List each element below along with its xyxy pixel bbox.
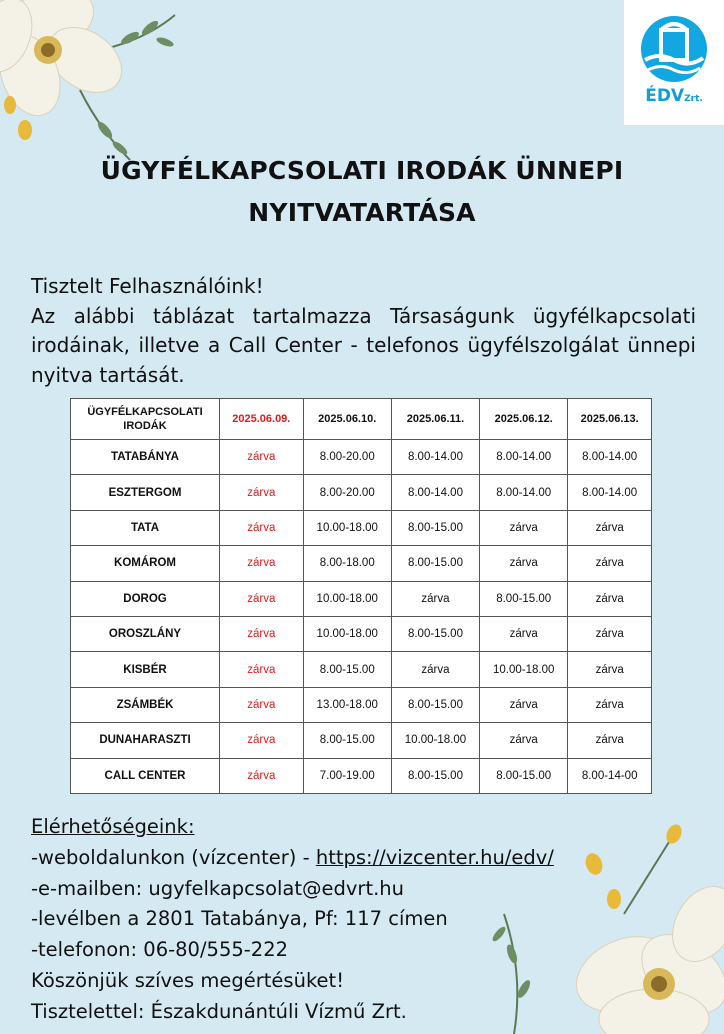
office-name-cell: KOMÁROM (71, 546, 220, 581)
hours-cell: zárva (220, 723, 304, 758)
hours-cell: 8.00-15.00 (303, 723, 391, 758)
hours-cell: 8.00-14.00 (480, 475, 568, 510)
table-row (71, 616, 652, 651)
hours-cell: 8.00-14.00 (480, 440, 568, 475)
header-date: 2025.06.12. (480, 399, 568, 440)
table-row (71, 687, 652, 722)
contact-section (31, 812, 631, 1028)
hours-cell: 8.00-14.00 (391, 475, 479, 510)
hours-cell: zárva (480, 510, 568, 545)
hours-cell: zárva (568, 616, 652, 651)
hours-cell: zárva (391, 581, 479, 616)
hours-cell: zárva (480, 723, 568, 758)
hours-cell: 10.00-18.00 (391, 723, 479, 758)
hours-cell: 8.00-15.00 (391, 510, 479, 545)
hours-cell: 8.00-15.00 (480, 758, 568, 793)
office-name-cell: ZSÁMBÉK (71, 687, 220, 722)
hours-cell: zárva (391, 652, 479, 687)
hours-cell: zárva (568, 510, 652, 545)
office-name-cell: KISBÉR (71, 652, 220, 687)
hours-cell: 8.00-14.00 (568, 440, 652, 475)
title-line-2: NYITVATARTÁSA (248, 198, 476, 227)
intro-text (31, 272, 696, 390)
hours-cell: zárva (568, 687, 652, 722)
hours-cell: 8.00-20.00 (303, 440, 391, 475)
hours-cell: 8.00-15.00 (391, 616, 479, 651)
contact-post: -levélben a 2801 Tatabánya, Pf: 117 címen (31, 907, 448, 931)
hours-cell: zárva (568, 652, 652, 687)
office-name-cell: DUNAHARASZTI (71, 723, 220, 758)
hours-cell: zárva (220, 510, 304, 545)
hours-cell: zárva (220, 616, 304, 651)
hours-cell: zárva (480, 616, 568, 651)
office-name-cell: TATA (71, 510, 220, 545)
header-date: 2025.06.13. (568, 399, 652, 440)
hours-cell: zárva (568, 723, 652, 758)
header-date: 2025.06.11. (391, 399, 479, 440)
hours-cell: zárva (220, 546, 304, 581)
website-link[interactable]: https://vizcenter.hu/edv/ (315, 845, 554, 869)
hours-cell: 10.00-18.00 (303, 616, 391, 651)
header-offices: ÜGYFÉLKAPCSOLATI IRODÁK (71, 399, 220, 440)
flower-decoration-top-left (0, 0, 200, 170)
greeting: Tisztelt Felhasználóink! (31, 274, 264, 298)
office-name-cell: DOROG (71, 581, 220, 616)
intro-body: Az alábbi táblázat tartalmazza Társaságunk ügyfélkapcsolati irodáinak, illetve a Call Center - telefonos ügyfélszolgálat ünnepi nyitva tartását. (31, 303, 696, 387)
contact-email: -e-mailben: ugyfelkapcsolat@edvrt.hu (31, 876, 405, 900)
company-logo (624, 0, 724, 125)
table-row (71, 510, 652, 545)
hours-cell: zárva (220, 652, 304, 687)
table-row (71, 758, 652, 793)
hours-cell: 8.00-15.00 (391, 546, 479, 581)
signature: Tisztelettel: Északdunántúli Vízmű Zrt. (31, 999, 407, 1023)
hours-cell: 10.00-18.00 (303, 581, 391, 616)
hours-cell: zárva (220, 687, 304, 722)
header-date: 2025.06.09. (220, 399, 304, 440)
hours-cell: 8.00-15.00 (391, 758, 479, 793)
hours-cell: zárva (220, 475, 304, 510)
hours-cell: 8.00-14-00 (568, 758, 652, 793)
hours-cell: zárva (480, 546, 568, 581)
hours-cell: zárva (568, 581, 652, 616)
water-tower-icon (639, 14, 709, 84)
hours-cell: 10.00-18.00 (303, 510, 391, 545)
hours-cell: 8.00-20.00 (303, 475, 391, 510)
page-title (60, 150, 664, 234)
hours-cell: 10.00-18.00 (480, 652, 568, 687)
hours-cell: zárva (568, 546, 652, 581)
title-line-1: ÜGYFÉLKAPCSOLATI IRODÁK ÜNNEPI (100, 156, 624, 185)
contact-web: -weboldalunkon (vízcenter) - https://vizcenter.hu/edv/ (31, 845, 554, 869)
hours-cell: zárva (220, 440, 304, 475)
contact-heading: Elérhetőségeink: (31, 815, 195, 838)
office-name-cell: ESZTERGOM (71, 475, 220, 510)
hours-cell: 8.00-14.00 (568, 475, 652, 510)
contact-phone: -telefonon: 06-80/555-222 (31, 938, 289, 962)
table-row (71, 581, 652, 616)
office-name-cell: OROSZLÁNY (71, 616, 220, 651)
hours-cell: 8.00-15.00 (480, 581, 568, 616)
hours-cell: 8.00-14.00 (391, 440, 479, 475)
hours-cell: 8.00-15.00 (391, 687, 479, 722)
header-date: 2025.06.10. (303, 399, 391, 440)
table-row (71, 652, 652, 687)
table-row (71, 475, 652, 510)
table-row (71, 546, 652, 581)
table-row (71, 440, 652, 475)
office-name-cell: TATABÁNYA (71, 440, 220, 475)
table-header-row (71, 399, 652, 440)
office-name-cell: CALL CENTER (71, 758, 220, 793)
thanks-text: Köszönjük szíves megértésüket! (31, 968, 345, 992)
hours-cell: 8.00-18.00 (303, 546, 391, 581)
hours-cell: zárva (220, 758, 304, 793)
opening-hours-table (70, 398, 652, 794)
hours-cell: 13.00-18.00 (303, 687, 391, 722)
hours-cell: 8.00-15.00 (303, 652, 391, 687)
hours-cell: 7.00-19.00 (303, 758, 391, 793)
logo-text: ÉDVZrt. (645, 86, 703, 106)
hours-cell: zárva (480, 687, 568, 722)
hours-cell: zárva (220, 581, 304, 616)
table-row (71, 723, 652, 758)
